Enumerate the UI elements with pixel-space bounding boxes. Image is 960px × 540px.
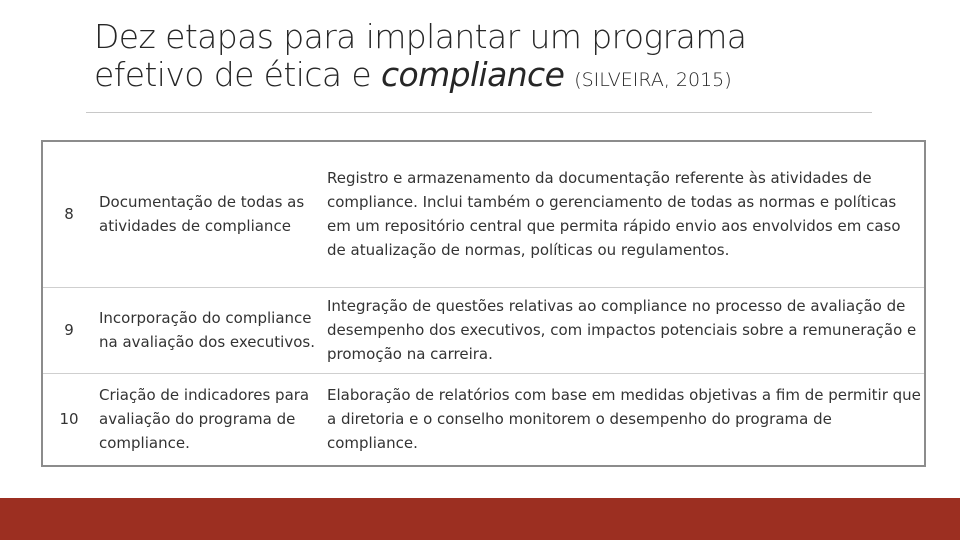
step-description: Elaboração de relatórios com base em medidas objetivas a fim de permitir que a diretoria e o conselho monitorem o desempenho do programa de compliance. — [325, 373, 925, 466]
step-description: Registro e armazenamento da documentação referente às atividades de compliance. Inclui também o gerenciamento de todas as normas e políticas em um repositório central que permita rápido envio aos envolvidos em caso de atualização de normas, políticas ou regulamentos. — [325, 141, 925, 287]
title-line-2 — [94, 56, 914, 99]
table-row-step-8 — [42, 141, 925, 287]
step-name: Incorporação do compliance na avaliação dos executivos. — [95, 287, 325, 373]
steps-table — [41, 140, 926, 467]
title-line-2-prefix: efetivo de ética e — [94, 55, 381, 94]
step-number: 10 — [42, 373, 95, 466]
step-name: Documentação de todas as atividades de compliance — [95, 141, 325, 287]
title-citation: (SILVEIRA, 2015) — [574, 69, 732, 91]
step-number: 9 — [42, 287, 95, 373]
step-number: 8 — [42, 141, 95, 287]
table-row-step-9 — [42, 287, 925, 373]
table-row-step-10 — [42, 373, 925, 466]
title-line-1: Dez etapas para implantar um programa — [94, 17, 747, 56]
title-emphasis: compliance — [380, 55, 565, 94]
title-divider — [86, 112, 872, 113]
slide-title — [94, 18, 914, 99]
step-description: Integração de questões relativas ao compliance no processo de avaliação de desempenho dos executivos, com impactos potenciais sobre a remuneração e promoção na carreira. — [325, 287, 925, 373]
step-name: Criação de indicadores para avaliação do programa de compliance. — [95, 373, 325, 466]
footer-accent-bar — [0, 498, 960, 540]
